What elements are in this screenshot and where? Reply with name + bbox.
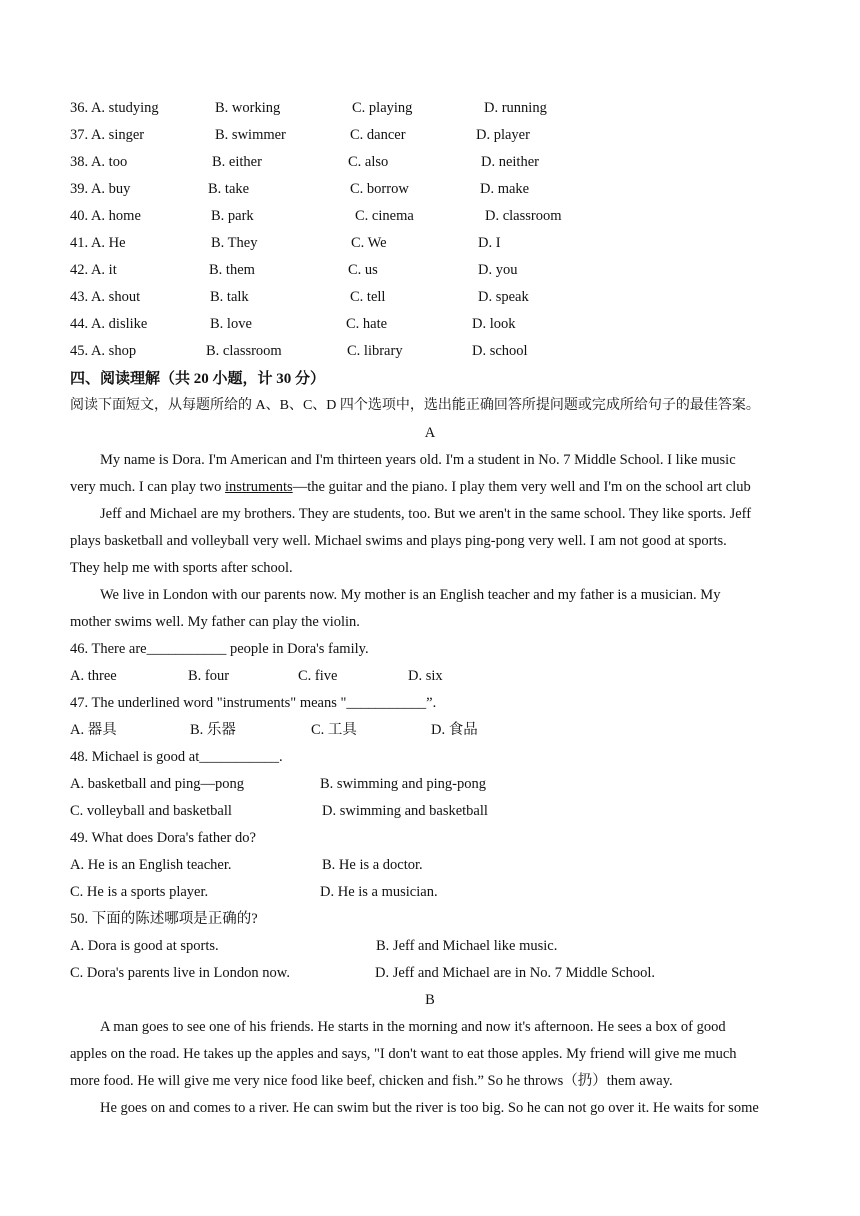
cloze-44-option-a[interactable]: 44. A. dislike <box>70 316 148 332</box>
section-instructions: 阅读下面短文，从每题所给的 A、B、C、D 四个选项中，选出能正确回答所提问题或完成所给句子的最佳答案。 <box>70 398 760 413</box>
question-50-option-b[interactable]: B. Jeff and Michael like music. <box>376 938 558 954</box>
cloze-38-option-c[interactable]: C. also <box>348 154 389 170</box>
cloze-36-option-a[interactable]: 36. A. studying <box>70 100 159 116</box>
passage-a-p2-line3: They help me with sports after school. <box>70 560 293 576</box>
cloze-42-option-c[interactable]: C. us <box>348 262 378 278</box>
question-47-option-c[interactable]: C. 工具 <box>311 722 357 738</box>
cloze-39-option-b[interactable]: B. take <box>208 181 250 197</box>
question-50-option-a[interactable]: A. Dora is good at sports. <box>70 938 219 954</box>
cloze-40-option-d[interactable]: D. classroom <box>485 208 562 224</box>
question-47-stem: 47. The underlined word "instruments" means "___________”. <box>70 695 437 711</box>
question-46-option-c[interactable]: C. five <box>298 668 338 684</box>
underlined-word: instruments <box>225 479 293 495</box>
cloze-43-option-a[interactable]: 43. A. shout <box>70 289 141 305</box>
cloze-38-option-a[interactable]: 38. A. too <box>70 154 128 170</box>
passage-b-p2-line1: He goes on and comes to a river. He can swim but the river is too big. So he can not go over it. He waits for some <box>100 1100 759 1116</box>
question-47-option-a[interactable]: A. 器具 <box>70 722 117 738</box>
question-49-option-a[interactable]: A. He is an English teacher. <box>70 857 232 873</box>
question-47-option-b[interactable]: B. 乐器 <box>190 722 236 738</box>
question-46-option-d[interactable]: D. six <box>408 668 443 684</box>
cloze-45-option-a[interactable]: 45. A. shop <box>70 343 137 359</box>
question-49-option-d[interactable]: D. He is a musician. <box>320 884 438 900</box>
cloze-45-option-c[interactable]: C. library <box>347 343 403 359</box>
question-46-option-b[interactable]: B. four <box>188 668 230 684</box>
passage-a-p3-line2: mother swims well. My father can play the violin. <box>70 614 360 630</box>
cloze-36-option-b[interactable]: B. working <box>215 100 281 116</box>
cloze-40-option-b[interactable]: B. park <box>211 208 254 224</box>
cloze-45-option-d[interactable]: D. school <box>472 343 528 359</box>
question-48-option-b[interactable]: B. swimming and ping-pong <box>320 776 486 792</box>
cloze-37-option-a[interactable]: 37. A. singer <box>70 127 145 143</box>
cloze-38-option-b[interactable]: B. either <box>212 154 262 170</box>
cloze-45-option-b[interactable]: B. classroom <box>206 343 282 359</box>
cloze-43-option-b[interactable]: B. talk <box>210 289 249 305</box>
cloze-43-option-c[interactable]: C. tell <box>350 289 386 305</box>
cloze-39-option-c[interactable]: C. borrow <box>350 181 409 197</box>
cloze-37-option-d[interactable]: D. player <box>476 127 530 143</box>
section-title: 四、阅读理解（共 20 小题，计 30 分） <box>70 371 326 387</box>
cloze-42-option-a[interactable]: 42. A. it <box>70 262 117 278</box>
cloze-43-option-d[interactable]: D. speak <box>478 289 529 305</box>
cloze-40-option-a[interactable]: 40. A. home <box>70 208 141 224</box>
cloze-44-option-d[interactable]: D. look <box>472 316 516 332</box>
question-48-stem: 48. Michael is good at___________. <box>70 749 283 765</box>
question-48-option-d[interactable]: D. swimming and basketball <box>322 803 488 819</box>
question-50-option-d[interactable]: D. Jeff and Michael are in No. 7 Middle School. <box>375 965 656 981</box>
cloze-36-option-c[interactable]: C. playing <box>352 100 413 116</box>
passage-a-p2-line1: Jeff and Michael are my brothers. They are students, too. But we aren't in the same school. They like sports. Jeff <box>100 506 752 522</box>
passage-a-p1-line1: My name is Dora. I'm American and I'm thirteen years old. I'm a student in No. 7 Middle School. I like music <box>100 452 736 468</box>
cloze-39-option-d[interactable]: D. make <box>480 181 530 197</box>
cloze-44-option-c[interactable]: C. hate <box>346 316 388 332</box>
question-50-stem: 50. 下面的陈述哪项是正确的? <box>70 911 258 927</box>
cloze-42-option-b[interactable]: B. them <box>209 262 255 278</box>
cloze-41-option-a[interactable]: 41. A. He <box>70 235 126 251</box>
passage-a-p3-line1: We live in London with our parents now. My mother is an English teacher and my father is a musician. My <box>100 587 721 603</box>
cloze-37-option-b[interactable]: B. swimmer <box>215 127 286 143</box>
cloze-39-option-a[interactable]: 39. A. buy <box>70 181 131 197</box>
cloze-41-option-d[interactable]: D. I <box>478 235 501 251</box>
passage-b-p1-line3: more food. He will give me very nice food like beef, chicken and fish.” So he throws（扔）them away. <box>70 1073 673 1089</box>
passage-b-label: B <box>425 992 435 1008</box>
cloze-36-option-d[interactable]: D. running <box>484 100 547 116</box>
passage-a-label: A <box>424 425 436 441</box>
cloze-41-option-b[interactable]: B. They <box>211 235 258 251</box>
question-48-option-c[interactable]: C. volleyball and basketball <box>70 803 232 819</box>
text-run: very much. I can play two <box>70 479 226 495</box>
question-47-option-d[interactable]: D. 食品 <box>431 722 478 738</box>
passage-b-p1-line2: apples on the road. He takes up the apples and says, "I don't want to eat those apples. My friend will give me much <box>70 1046 737 1062</box>
question-48-option-a[interactable]: A. basketball and ping—pong <box>70 776 244 792</box>
text-run: —the guitar and the piano. I play them very well and I'm on the school art club <box>292 479 751 495</box>
question-49-option-b[interactable]: B. He is a doctor. <box>322 857 423 873</box>
cloze-44-option-b[interactable]: B. love <box>210 316 252 332</box>
passage-b-p1-line1: A man goes to see one of his friends. He starts in the morning and now it's afternoon. He sees a box of good <box>100 1019 726 1035</box>
question-50-option-c[interactable]: C. Dora's parents live in London now. <box>70 965 290 981</box>
passage-a-p2-line2: plays basketball and volleyball very well. Michael swims and plays ping-pong very well. I am not good at sports. <box>70 533 727 549</box>
cloze-38-option-d[interactable]: D. neither <box>481 154 539 170</box>
question-46-option-a[interactable]: A. three <box>70 668 117 684</box>
question-49-option-c[interactable]: C. He is a sports player. <box>70 884 209 900</box>
passage-a-p1-line2 <box>70 478 751 496</box>
question-49-stem: 49. What does Dora's father do? <box>70 830 256 846</box>
question-46-stem: 46. There are___________ people in Dora's family. <box>70 641 369 657</box>
cloze-40-option-c[interactable]: C. cinema <box>355 208 414 224</box>
cloze-37-option-c[interactable]: C. dancer <box>350 127 406 143</box>
cloze-42-option-d[interactable]: D. you <box>478 262 518 278</box>
cloze-41-option-c[interactable]: C. We <box>351 235 387 251</box>
